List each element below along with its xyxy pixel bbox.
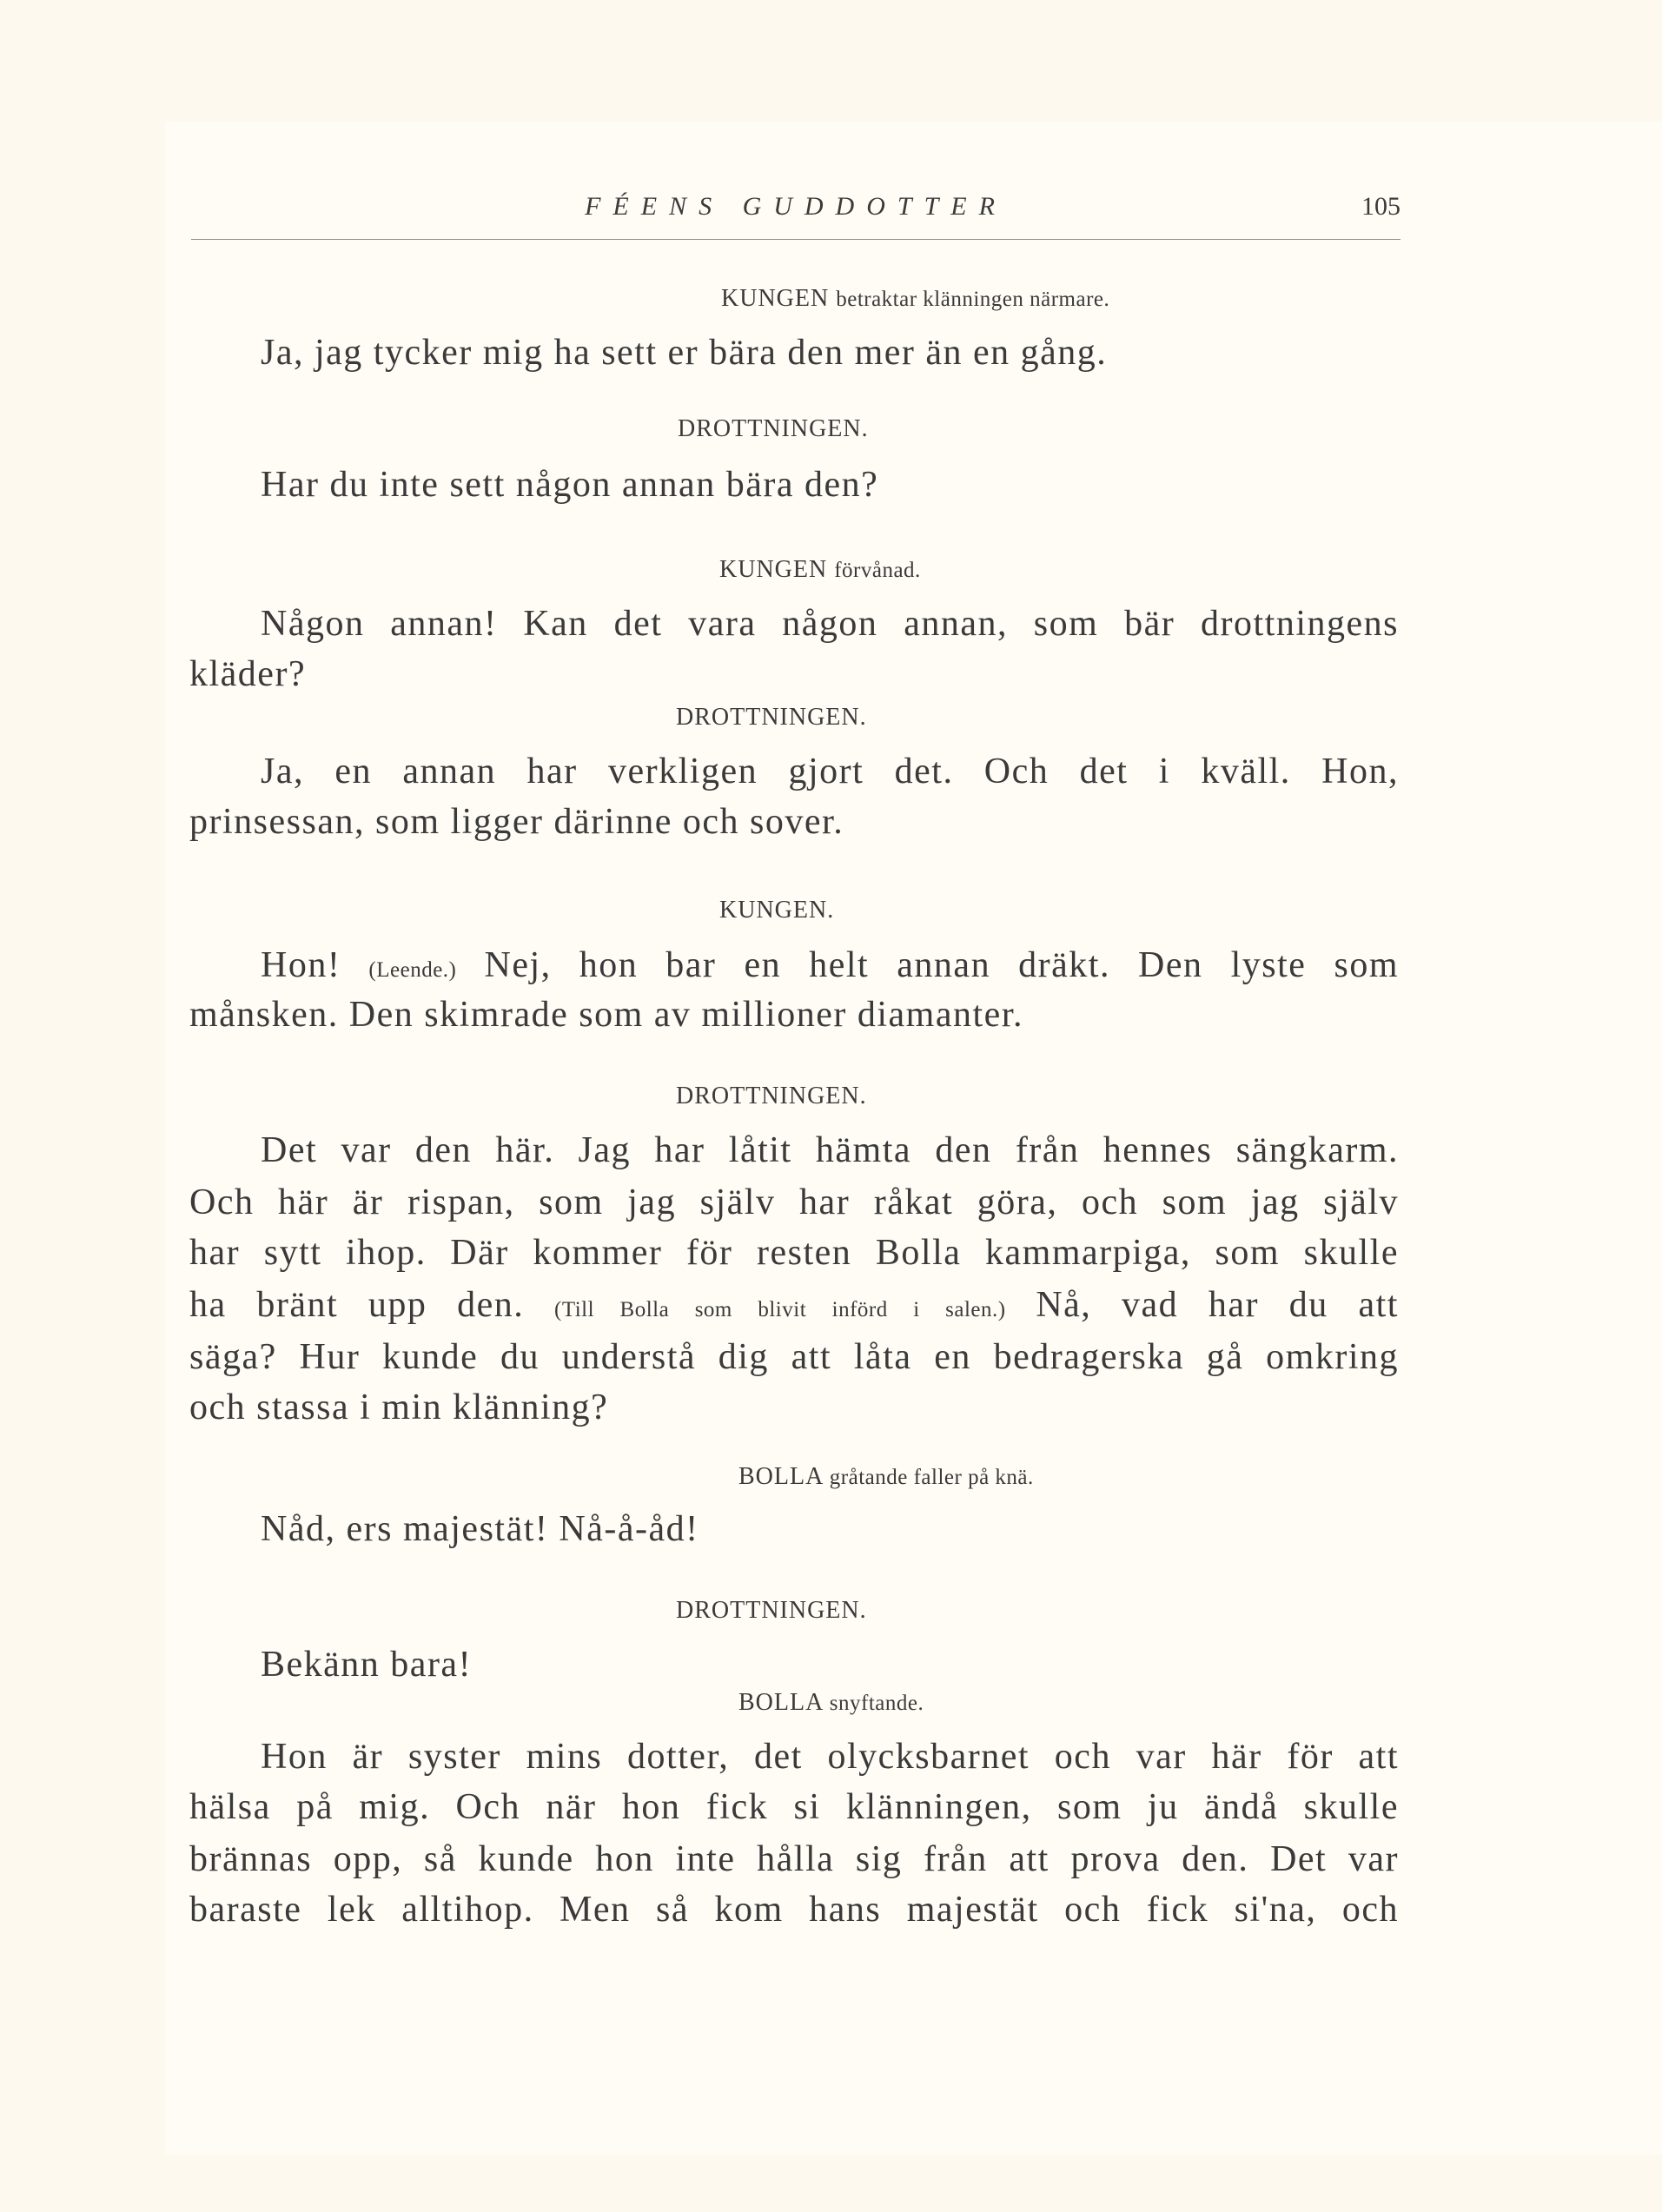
speaker-heading (676, 1597, 867, 1625)
dialogue-line: har sytt ihop. Där kommer för resten Bolla kammarpiga, som skulle (189, 1233, 1399, 1273)
speaker-name: KUNGEN (721, 285, 830, 312)
dialogue-line: brännas opp, så kunde hon inte hålla sig från att prova den. Det var (189, 1839, 1399, 1879)
dialogue-line: Har du inte sett någon annan bära den? (261, 465, 879, 505)
dialogue-line: prinsessan, som ligger därinne och sover. (189, 802, 844, 842)
speaker-name: DROTTNINGEN. (676, 1083, 867, 1109)
speaker-heading (719, 556, 921, 584)
stage-direction: betraktar klänningen närmare. (836, 288, 1110, 311)
speaker-heading (719, 897, 834, 924)
dialogue-line: Bekänn bara! (261, 1645, 473, 1685)
stage-direction: snyftande. (829, 1692, 924, 1715)
speaker-heading (721, 285, 1109, 313)
dialogue-text: Nå, vad har du att (1036, 1285, 1399, 1325)
speaker-name: KUNGEN (719, 556, 828, 583)
speaker-heading (676, 704, 867, 732)
dialogue-line: baraste lek alltihop. Men så kom hans majestät och fick si'na, och (189, 1890, 1399, 1930)
dialogue-line: Ja, jag tycker mig ha sett er bära den mer än en gång. (261, 333, 1108, 373)
stage-direction: gråtande faller på knä. (829, 1466, 1034, 1489)
dialogue-line: hälsa på mig. Och när hon fick si klänningen, som ju ändå skulle (189, 1787, 1399, 1827)
dialogue-text: Hon! (261, 945, 341, 985)
speaker-heading (738, 1689, 924, 1717)
dialogue-line: Någon annan! Kan det vara någon annan, som bär drottningens (261, 604, 1399, 644)
dialogue-text: ha bränt upp den. (189, 1285, 525, 1325)
speaker-name: DROTTNINGEN. (676, 704, 867, 731)
dialogue-line: Nåd, ers majestät! Nå-å-åd! (261, 1509, 699, 1549)
stage-direction: förvånad. (834, 559, 921, 582)
page-number: 105 (1361, 192, 1400, 221)
inline-stage-direction: (Till Bolla som blivit införd i salen.) (554, 1298, 1006, 1321)
speaker-heading (738, 1463, 1034, 1491)
speaker-name: BOLLA (738, 1689, 823, 1716)
speaker-name: BOLLA (738, 1463, 823, 1490)
dialogue-line: kläder? (189, 654, 307, 694)
speaker-heading (676, 1083, 867, 1110)
dialogue-text: Nej, hon bar en helt annan dräkt. Den lyste som (484, 945, 1400, 985)
dialogue-line: Det var den här. Jag har låtit hämta den från hennes sängkarm. (261, 1130, 1399, 1170)
dialogue-line: månsken. Den skimrade som av millioner diamanter. (189, 995, 1023, 1035)
dialogue-line: Ja, en annan har verkligen gjort det. Och det i kväll. Hon, (261, 752, 1399, 791)
dialogue-line: säga? Hur kunde du understå dig att låta en bedragerska gå omkring (189, 1337, 1399, 1377)
dialogue-line (189, 1282, 1399, 1333)
dialogue-line: Och här är rispan, som jag själv har råkat göra, och som jag själv (189, 1182, 1399, 1222)
speaker-name: DROTTNINGEN. (676, 1597, 867, 1624)
speaker-name: DROTTNINGEN. (678, 415, 869, 442)
dialogue-line: och stassa i min klänning? (189, 1387, 609, 1427)
running-head: FÉENS GUDDOTTER (585, 192, 1007, 221)
speaker-name: KUNGEN. (719, 897, 835, 924)
dialogue-line (261, 943, 1399, 993)
inline-stage-direction: (Leende.) (368, 958, 457, 982)
speaker-heading (678, 415, 869, 443)
dialogue-line: Hon är syster mins dotter, det olycksbarnet och var här för att (261, 1737, 1399, 1777)
page-header (191, 187, 1400, 240)
